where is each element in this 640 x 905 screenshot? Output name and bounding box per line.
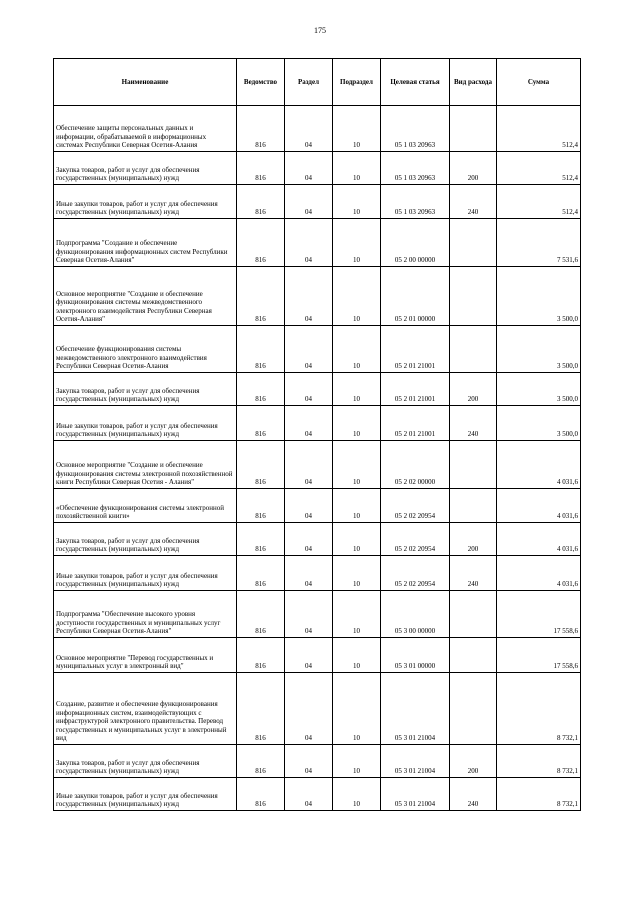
- row-section-cell: 04: [285, 556, 333, 591]
- row-target-item-cell: 05 2 02 20954: [381, 523, 450, 556]
- table-row: [54, 745, 581, 778]
- row-subsection-cell: 10: [333, 638, 381, 673]
- row-target-item-cell: 05 2 02 20954: [381, 489, 450, 523]
- row-expense-type-cell: 200: [450, 373, 497, 406]
- row-name-cell: Подпрограмма "Обеспечение высокого уровня доступности государственных и муниципальных услуг Республики Северная Осетия-Алания": [54, 591, 237, 638]
- row-amount-cell: 3 500,0: [497, 406, 581, 441]
- row-expense-type-cell: 240: [450, 556, 497, 591]
- row-amount-cell: 3 500,0: [497, 267, 581, 326]
- row-target-item-cell: 05 3 01 21004: [381, 673, 450, 745]
- row-section-cell: 04: [285, 441, 333, 489]
- row-expense-type-cell: 240: [450, 406, 497, 441]
- row-name-cell: Подпрограмма "Создание и обеспечение функционирования информационных систем Республики Северная Осетия-Алания": [54, 219, 237, 267]
- row-subsection-cell: 10: [333, 219, 381, 267]
- row-section-cell: 04: [285, 489, 333, 523]
- row-target-item-cell: 05 2 01 21001: [381, 326, 450, 373]
- row-department-cell: 816: [237, 556, 285, 591]
- row-subsection-cell: 10: [333, 326, 381, 373]
- col-header-section: Раздел: [285, 59, 333, 106]
- row-section-cell: 04: [285, 406, 333, 441]
- row-expense-type-cell: 240: [450, 778, 497, 811]
- row-target-item-cell: 05 3 01 00000: [381, 638, 450, 673]
- row-subsection-cell: 10: [333, 406, 381, 441]
- row-department-cell: 816: [237, 441, 285, 489]
- row-target-item-cell: 05 2 01 21001: [381, 373, 450, 406]
- table-row: [54, 326, 581, 373]
- row-name-cell: Обеспечение функционирования системы межведомственного электронного взаимодействия Республики Северная Осетия-Алания: [54, 326, 237, 373]
- budget-table: [53, 58, 581, 811]
- row-section-cell: 04: [285, 267, 333, 326]
- row-target-item-cell: 05 1 03 20963: [381, 152, 450, 185]
- row-expense-type-cell: [450, 106, 497, 152]
- row-subsection-cell: 10: [333, 152, 381, 185]
- row-department-cell: 816: [237, 523, 285, 556]
- row-section-cell: 04: [285, 523, 333, 556]
- row-target-item-cell: 05 2 02 20954: [381, 556, 450, 591]
- row-amount-cell: 4 031,6: [497, 489, 581, 523]
- row-department-cell: 816: [237, 778, 285, 811]
- row-department-cell: 816: [237, 219, 285, 267]
- row-section-cell: 04: [285, 745, 333, 778]
- row-name-cell: Создание, развитие и обеспечение функционирования информационных систем, взаимодействующих с инфраструктурой электронного правительства. Перевод государственных и муниципальных услуг в электронный вид: [54, 673, 237, 745]
- row-target-item-cell: 05 1 03 20963: [381, 106, 450, 152]
- row-expense-type-cell: 240: [450, 185, 497, 219]
- table-row: [54, 673, 581, 745]
- row-department-cell: 816: [237, 373, 285, 406]
- row-subsection-cell: 10: [333, 106, 381, 152]
- table-row: [54, 778, 581, 811]
- table-row: [54, 556, 581, 591]
- row-name-cell: Иные закупки товаров, работ и услуг для обеспечения государственных (муниципальных) нужд: [54, 406, 237, 441]
- table-row: [54, 152, 581, 185]
- row-subsection-cell: 10: [333, 591, 381, 638]
- row-department-cell: 816: [237, 673, 285, 745]
- row-amount-cell: 512,4: [497, 106, 581, 152]
- row-name-cell: Закупка товаров, работ и услуг для обеспечения государственных (муниципальных) нужд: [54, 523, 237, 556]
- row-section-cell: 04: [285, 591, 333, 638]
- row-name-cell: Обеспечение защиты персональных данных и информации, обрабатываемой в информационных системах Республики Северная Осетия-Алания: [54, 106, 237, 152]
- table-row: [54, 185, 581, 219]
- row-name-cell: Основное мероприятие "Перевод государственных и муниципальных услуг в электронный вид": [54, 638, 237, 673]
- row-subsection-cell: 10: [333, 489, 381, 523]
- table-row: [54, 441, 581, 489]
- row-amount-cell: 17 558,6: [497, 591, 581, 638]
- page-number: 175: [314, 26, 326, 35]
- table-row: [54, 267, 581, 326]
- row-amount-cell: 8 732,1: [497, 745, 581, 778]
- row-department-cell: 816: [237, 591, 285, 638]
- row-section-cell: 04: [285, 326, 333, 373]
- row-amount-cell: 8 732,1: [497, 778, 581, 811]
- row-section-cell: 04: [285, 638, 333, 673]
- table-row: [54, 219, 581, 267]
- row-expense-type-cell: [450, 489, 497, 523]
- row-expense-type-cell: [450, 326, 497, 373]
- row-name-cell: Иные закупки товаров, работ и услуг для обеспечения государственных (муниципальных) нужд: [54, 185, 237, 219]
- row-amount-cell: 4 031,6: [497, 441, 581, 489]
- row-section-cell: 04: [285, 778, 333, 811]
- row-expense-type-cell: [450, 267, 497, 326]
- row-amount-cell: 512,4: [497, 185, 581, 219]
- row-target-item-cell: 05 3 01 21004: [381, 745, 450, 778]
- row-department-cell: 816: [237, 185, 285, 219]
- col-header-expense-type: Вид расхода: [450, 59, 497, 106]
- row-subsection-cell: 10: [333, 778, 381, 811]
- row-department-cell: 816: [237, 489, 285, 523]
- row-amount-cell: 3 500,0: [497, 373, 581, 406]
- col-header-subsection: Подраздел: [333, 59, 381, 106]
- row-expense-type-cell: [450, 673, 497, 745]
- row-expense-type-cell: [450, 219, 497, 267]
- table-row: [54, 489, 581, 523]
- table-row: [54, 638, 581, 673]
- row-subsection-cell: 10: [333, 267, 381, 326]
- row-subsection-cell: 10: [333, 185, 381, 219]
- row-amount-cell: 8 732,1: [497, 673, 581, 745]
- row-department-cell: 816: [237, 106, 285, 152]
- row-section-cell: 04: [285, 373, 333, 406]
- row-target-item-cell: 05 2 01 00000: [381, 267, 450, 326]
- row-amount-cell: 17 558,6: [497, 638, 581, 673]
- col-header-name: Наименование: [54, 59, 237, 106]
- row-expense-type-cell: [450, 638, 497, 673]
- row-amount-cell: 7 531,6: [497, 219, 581, 267]
- row-section-cell: 04: [285, 185, 333, 219]
- row-expense-type-cell: [450, 591, 497, 638]
- row-target-item-cell: 05 2 00 00000: [381, 219, 450, 267]
- table-row: [54, 106, 581, 152]
- row-section-cell: 04: [285, 152, 333, 185]
- row-name-cell: Закупка товаров, работ и услуг для обеспечения государственных (муниципальных) нужд: [54, 745, 237, 778]
- row-department-cell: 816: [237, 406, 285, 441]
- row-expense-type-cell: 200: [450, 523, 497, 556]
- row-name-cell: Закупка товаров, работ и услуг для обеспечения государственных (муниципальных) нужд: [54, 373, 237, 406]
- row-section-cell: 04: [285, 219, 333, 267]
- row-department-cell: 816: [237, 267, 285, 326]
- table-header-row: [54, 59, 581, 106]
- row-expense-type-cell: 200: [450, 745, 497, 778]
- row-name-cell: Иные закупки товаров, работ и услуг для обеспечения государственных (муниципальных) нужд: [54, 556, 237, 591]
- table-row: [54, 373, 581, 406]
- row-name-cell: Закупка товаров, работ и услуг для обеспечения государственных (муниципальных) нужд: [54, 152, 237, 185]
- table-row: [54, 523, 581, 556]
- row-subsection-cell: 10: [333, 556, 381, 591]
- row-section-cell: 04: [285, 106, 333, 152]
- row-target-item-cell: 05 2 01 21001: [381, 406, 450, 441]
- row-section-cell: 04: [285, 673, 333, 745]
- row-name-cell: Основное мероприятие "Создание и обеспечение функционирования системы электронной похозяйственной книги Республики Северная Осетия - Алания": [54, 441, 237, 489]
- table-row: [54, 406, 581, 441]
- row-name-cell: Основное мероприятие "Создание и обеспечение функционирования системы межведомственного электронного взаимодействия Республики Северная Осетия-Алания": [54, 267, 237, 326]
- row-subsection-cell: 10: [333, 745, 381, 778]
- row-subsection-cell: 10: [333, 373, 381, 406]
- row-amount-cell: 4 031,6: [497, 523, 581, 556]
- row-target-item-cell: 05 3 00 00000: [381, 591, 450, 638]
- table-row: [54, 591, 581, 638]
- row-target-item-cell: 05 1 03 20963: [381, 185, 450, 219]
- row-amount-cell: 3 500,0: [497, 326, 581, 373]
- row-expense-type-cell: [450, 441, 497, 489]
- col-header-department: Ведомство: [237, 59, 285, 106]
- row-target-item-cell: 05 3 01 21004: [381, 778, 450, 811]
- row-subsection-cell: 10: [333, 441, 381, 489]
- row-target-item-cell: 05 2 02 00000: [381, 441, 450, 489]
- row-subsection-cell: 10: [333, 673, 381, 745]
- row-amount-cell: 512,4: [497, 152, 581, 185]
- row-department-cell: 816: [237, 152, 285, 185]
- col-header-target-item: Целевая статья: [381, 59, 450, 106]
- row-expense-type-cell: 200: [450, 152, 497, 185]
- row-name-cell: Иные закупки товаров, работ и услуг для обеспечения государственных (муниципальных) нужд: [54, 778, 237, 811]
- row-name-cell: «Обеспечение функционирования системы электронной похозяйственной книги»: [54, 489, 237, 523]
- row-amount-cell: 4 031,6: [497, 556, 581, 591]
- row-subsection-cell: 10: [333, 523, 381, 556]
- row-department-cell: 816: [237, 326, 285, 373]
- col-header-amount: Сумма: [497, 59, 581, 106]
- row-department-cell: 816: [237, 638, 285, 673]
- row-department-cell: 816: [237, 745, 285, 778]
